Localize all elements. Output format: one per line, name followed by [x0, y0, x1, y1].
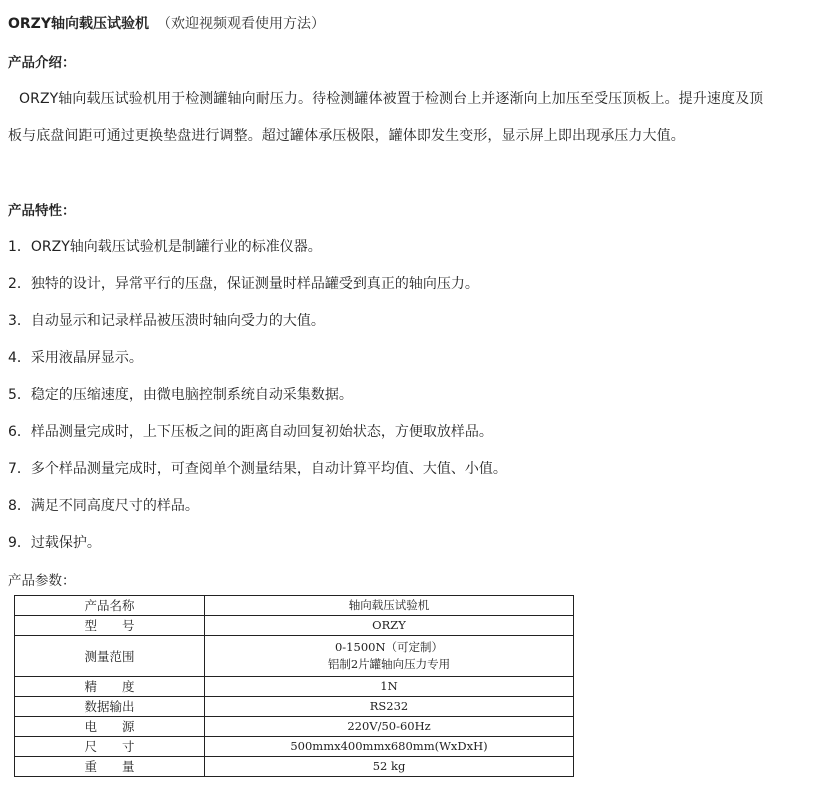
intro-line-1: ORZY轴向载压试验机用于检测罐轴向耐压力。待检测罐体被置于检测台上并逐渐向上加压至受压顶板上。提升速度及顶 [19, 91, 764, 107]
param-key: 精 度 [15, 677, 205, 697]
param-value: 0-1500N（可定制） [334, 640, 444, 654]
table-row [15, 677, 574, 697]
feature-item: 3．自动显示和记录样品被压溃时轴向受力的大值。 [8, 313, 325, 329]
param-value: 220V/50-60Hz [205, 717, 574, 737]
param-value: ORZY [205, 616, 574, 636]
feature-item: 6．样品测量完成时，上下压板之间的距离自动回复初始状态，方便取放样品。 [8, 424, 493, 440]
param-key: 尺 寸 [15, 737, 205, 757]
feature-item: 2．独特的设计，异常平行的压盘，保证测量时样品罐受到真正的轴向压力。 [8, 276, 479, 292]
param-key: 电 源 [15, 717, 205, 737]
feature-item: 1．ORZY轴向载压试验机是制罐行业的标准仪器。 [8, 239, 322, 255]
feature-item: 7．多个样品测量完成时，可查阅单个测量结果，自动计算平均值、大值、小值。 [8, 461, 507, 477]
table-row [15, 757, 574, 777]
table-row [15, 616, 574, 636]
params-table [14, 595, 574, 777]
param-value-note: 铝制2片罐轴向压力专用 [327, 657, 451, 671]
feature-item: 9．过载保护。 [8, 535, 101, 551]
table-row [15, 697, 574, 717]
param-value: 52 kg [205, 757, 574, 777]
param-value: 500mmx400mmx680mm(WxDxH) [205, 737, 574, 757]
param-key: 重 量 [15, 757, 205, 777]
param-value: RS232 [205, 697, 574, 717]
table-row [15, 717, 574, 737]
video-note[interactable]: （欢迎视频观看使用方法） [156, 16, 325, 32]
param-value: 1N [205, 677, 574, 697]
page-title [8, 13, 325, 33]
intro-line-2: 板与底盘间距可通过更换垫盘进行调整。超过罐体承压极限，罐体即发生变形，显示屏上即出现承压力大值。 [8, 128, 685, 144]
feature-item: 8．满足不同高度尺寸的样品。 [8, 498, 199, 514]
feature-item: 5．稳定的压缩速度，由微电脑控制系统自动采集数据。 [8, 387, 353, 403]
param-key: 数据输出 [15, 697, 205, 717]
param-key: 产品名称 [15, 596, 205, 616]
features-heading: 产品特性： [8, 203, 76, 219]
param-key: 型 号 [15, 616, 205, 636]
table-row [15, 596, 574, 616]
table-row [15, 737, 574, 757]
param-value-cell [205, 636, 574, 677]
product-name: ORZY轴向载压试验机 [8, 16, 149, 32]
param-value: 轴向载压试验机 [205, 596, 574, 616]
param-key: 测量范围 [15, 636, 205, 677]
params-heading: 产品参数： [8, 573, 76, 589]
feature-item: 4．采用液晶屏显示。 [8, 350, 143, 366]
intro-heading: 产品介绍： [8, 55, 76, 71]
table-row [15, 636, 574, 677]
